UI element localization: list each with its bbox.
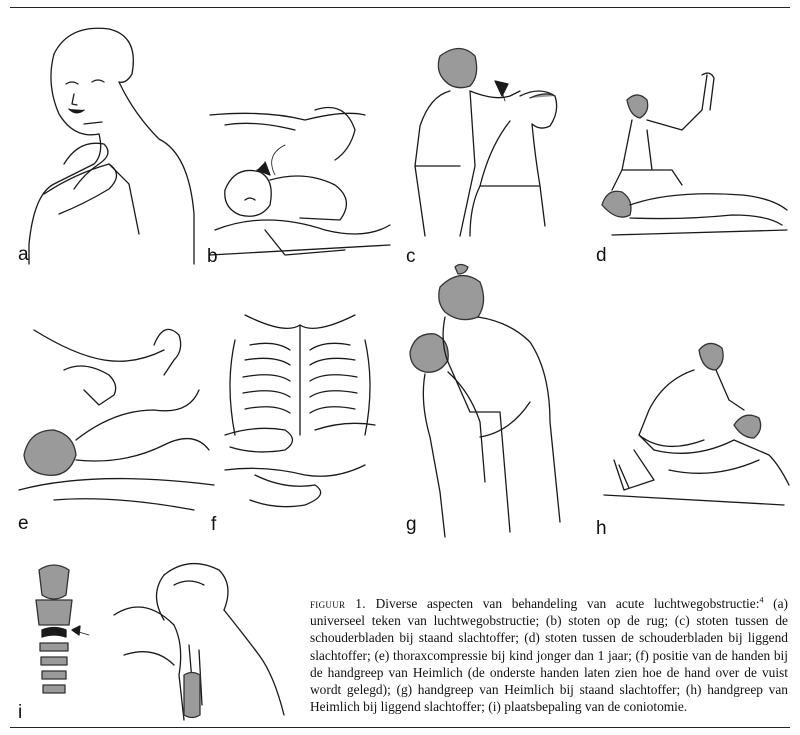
panel-label-c: c xyxy=(406,246,416,267)
panel-h xyxy=(594,330,792,540)
panel-i xyxy=(14,555,304,725)
panel-label-f: f xyxy=(211,514,217,535)
illustration-lying-back-blows xyxy=(592,70,792,270)
panel-d xyxy=(592,70,792,270)
caption-body: (a) universeel teken van luchtwegobstructie; (b) stoten op de rug; (c) stoten tussen de schouderbladen bij staand slachtoffer; (d) stoten tussen de schouderbladen bij liggend slachtoffer; (e) thoraxcompressie bij kind jonger dan 1 jaar; (f) positie van de handen bij de handgreep van Heimlich (de onderste handen laten zien hoe de hand over de vuist wordt gelegd); (g) handgreep van Heimlich bij staand slachtoffer; (h) handgreep van Heimlich bij liggend slachtoffer; (i) plaatsbepaling van de coniotomie. xyxy=(310,596,788,715)
illustration-back-blows-infant xyxy=(205,100,395,270)
footnote-ref: 4 xyxy=(759,595,764,605)
figure-label: figuur 1. xyxy=(310,596,366,611)
illustration-heimlich-lying xyxy=(594,330,792,540)
illustration-heimlich-standing xyxy=(400,262,590,540)
panel-g xyxy=(400,262,590,540)
panel-label-h: h xyxy=(596,518,607,539)
panel-label-d: d xyxy=(596,245,607,266)
panel-label-a: a xyxy=(18,244,29,265)
illustration-heimlich-hand-position xyxy=(205,295,395,540)
panel-c xyxy=(400,36,590,270)
caption-intro: Diverse aspecten van behandeling van acute luchtwegobstructie: xyxy=(365,596,760,611)
figure-caption xyxy=(310,595,788,715)
panel-label-i: i xyxy=(18,702,23,723)
panel-label-e: e xyxy=(18,513,29,534)
bottom-rule xyxy=(10,727,790,728)
panel-label-b: b xyxy=(207,246,218,267)
illustration-infant-chest-compression xyxy=(14,300,219,540)
panel-a xyxy=(14,14,204,269)
panel-b xyxy=(205,100,395,270)
illustration-coniotomy-location xyxy=(14,555,304,725)
illustration-standing-back-blows xyxy=(400,36,590,270)
top-rule xyxy=(10,7,790,8)
panel-f xyxy=(205,295,395,540)
illustration-choking-sign xyxy=(14,14,204,269)
panel-e xyxy=(14,300,219,540)
panel-label-g: g xyxy=(406,514,417,535)
